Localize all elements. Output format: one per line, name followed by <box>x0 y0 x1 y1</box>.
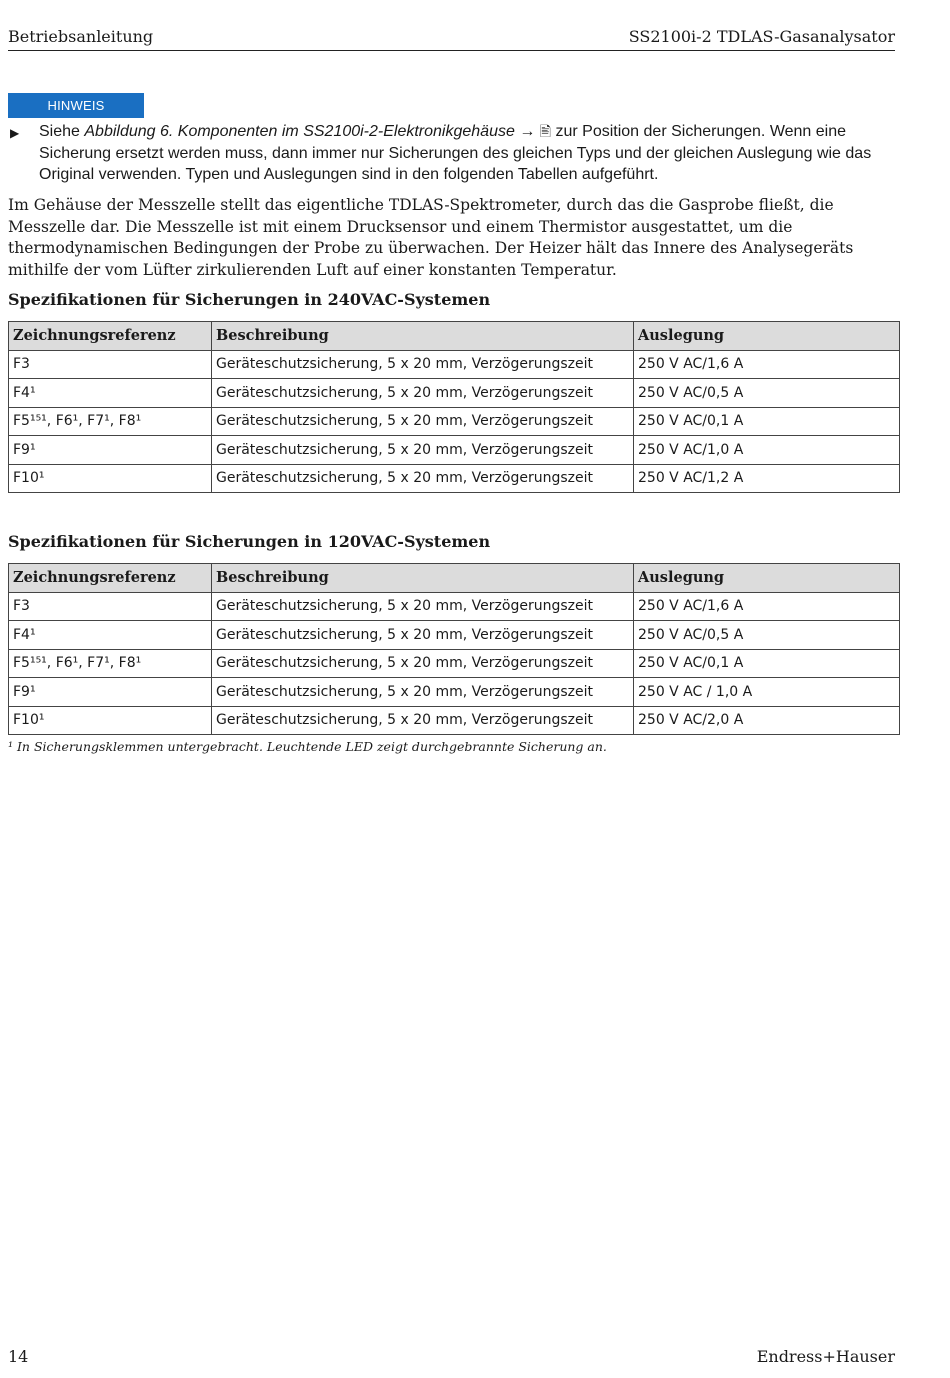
table-header-row <box>9 322 900 351</box>
column-header: Zeichnungsreferenz <box>9 564 212 593</box>
arrow-icon: → <box>514 123 540 140</box>
table-cell: 250 V AC/0,5 A <box>634 379 900 408</box>
table-cell: 250 V AC/1,6 A <box>634 592 900 621</box>
table-cell: 250 V AC/0,1 A <box>634 649 900 678</box>
column-header: Beschreibung <box>212 322 634 351</box>
table-cell: 250 V AC/1,0 A <box>634 436 900 465</box>
table-row <box>9 706 900 735</box>
table-cell: Geräteschutzsicherung, 5 x 20 mm, Verzögerungszeit <box>212 379 634 408</box>
fuse-table-240vac <box>8 321 900 493</box>
table-cell: Geräteschutzsicherung, 5 x 20 mm, Verzögerungszeit <box>212 436 634 465</box>
figure-reference-link[interactable]: Abbildung 6. Komponenten im SS2100i-2-Elektronikgehäuse <box>84 123 515 140</box>
table-120-title: Spezifikationen für Sicherungen in 120VAC-Systemen <box>8 532 491 551</box>
fuse-table-120vac <box>8 563 900 735</box>
table-row <box>9 678 900 707</box>
page-number: 14 <box>8 1347 29 1366</box>
table-row <box>9 464 900 493</box>
table-cell: Geräteschutzsicherung, 5 x 20 mm, Verzögerungszeit <box>212 678 634 707</box>
table-cell: Geräteschutzsicherung, 5 x 20 mm, Verzögerungszeit <box>212 649 634 678</box>
table-cell: F9¹ <box>9 436 212 465</box>
table-cell: Geräteschutzsicherung, 5 x 20 mm, Verzögerungszeit <box>212 464 634 493</box>
table-cell: 250 V AC/2,0 A <box>634 706 900 735</box>
table-cell: F10¹ <box>9 706 212 735</box>
notice-bullet <box>8 121 898 186</box>
notice-badge: HINWEIS <box>8 93 144 118</box>
notice-text-prefix: Siehe <box>39 123 85 140</box>
notice-text <box>39 121 898 186</box>
table-row <box>9 436 900 465</box>
column-header: Auslegung <box>634 322 900 351</box>
table-cell: Geräteschutzsicherung, 5 x 20 mm, Verzögerungszeit <box>212 592 634 621</box>
table-cell: F4¹ <box>9 621 212 650</box>
table-row <box>9 592 900 621</box>
table-footnote: ¹ In Sicherungsklemmen untergebracht. Leuchtende LED zeigt durchgebrannte Sicherung an. <box>8 739 607 754</box>
notice-text-suffix: zur Position der Sicherungen. Wenn eine Sicherung ersetzt werden muss, dann immer nur Sicherungen des gleichen Typs und der gleichen Auslegung wie das Original verwenden. Typen und Auslegungen sind in den folgenden Tabellen aufgeführt. <box>39 123 872 183</box>
table-cell: 250 V AC/0,5 A <box>634 621 900 650</box>
table-cell: F9¹ <box>9 678 212 707</box>
table-cell: 250 V AC/1,6 A <box>634 350 900 379</box>
table-cell: Geräteschutzsicherung, 5 x 20 mm, Verzögerungszeit <box>212 706 634 735</box>
table-cell: F3 <box>9 592 212 621</box>
table-cell: Geräteschutzsicherung, 5 x 20 mm, Verzögerungszeit <box>212 621 634 650</box>
column-header: Beschreibung <box>212 564 634 593</box>
table-cell: F10¹ <box>9 464 212 493</box>
column-header: Auslegung <box>634 564 900 593</box>
table-cell: F5¹⁵¹, F6¹, F7¹, F8¹ <box>9 649 212 678</box>
table-cell: F3 <box>9 350 212 379</box>
table-240-title: Spezifikationen für Sicherungen in 240VAC-Systemen <box>8 290 491 309</box>
table-row <box>9 649 900 678</box>
table-cell: 250 V AC/0,1 A <box>634 407 900 436</box>
table-row <box>9 407 900 436</box>
table-header-row <box>9 564 900 593</box>
body-paragraph: Im Gehäuse der Messzelle stellt das eigentliche TDLAS-Spektrometer, durch das die Gasprobe fließt, die Messzelle dar. Die Messzelle ist mit einem Drucksensor und einem Thermistor ausgestattet, um die thermodynamischen Bedingungen der Probe zu überwachen. Der Heizer hält das Innere des Analysegeräts mithilfe der vom Lüfter zirkulierenden Luft auf einer konstanten Temperatur. <box>8 196 854 279</box>
table-row <box>9 350 900 379</box>
table-cell: F5¹⁵¹, F6¹, F7¹, F8¹ <box>9 407 212 436</box>
table-cell: Geräteschutzsicherung, 5 x 20 mm, Verzögerungszeit <box>212 407 634 436</box>
table-row <box>9 621 900 650</box>
table-row <box>9 379 900 408</box>
table-cell: Geräteschutzsicherung, 5 x 20 mm, Verzögerungszeit <box>212 350 634 379</box>
page-header <box>8 26 895 51</box>
table-cell: F4¹ <box>9 379 212 408</box>
column-header: Zeichnungsreferenz <box>9 322 212 351</box>
bullet-triangle-icon: ▶ <box>10 126 20 140</box>
table-cell: 250 V AC / 1,0 A <box>634 678 900 707</box>
header-doc-type: Betriebsanleitung <box>8 27 154 46</box>
document-icon: 🖹 <box>539 123 552 139</box>
header-product: SS2100i-2 TDLAS-Gasanalysator <box>628 27 895 46</box>
table-cell: 250 V AC/1,2 A <box>634 464 900 493</box>
brand-name: Endress+Hauser <box>756 1347 895 1366</box>
